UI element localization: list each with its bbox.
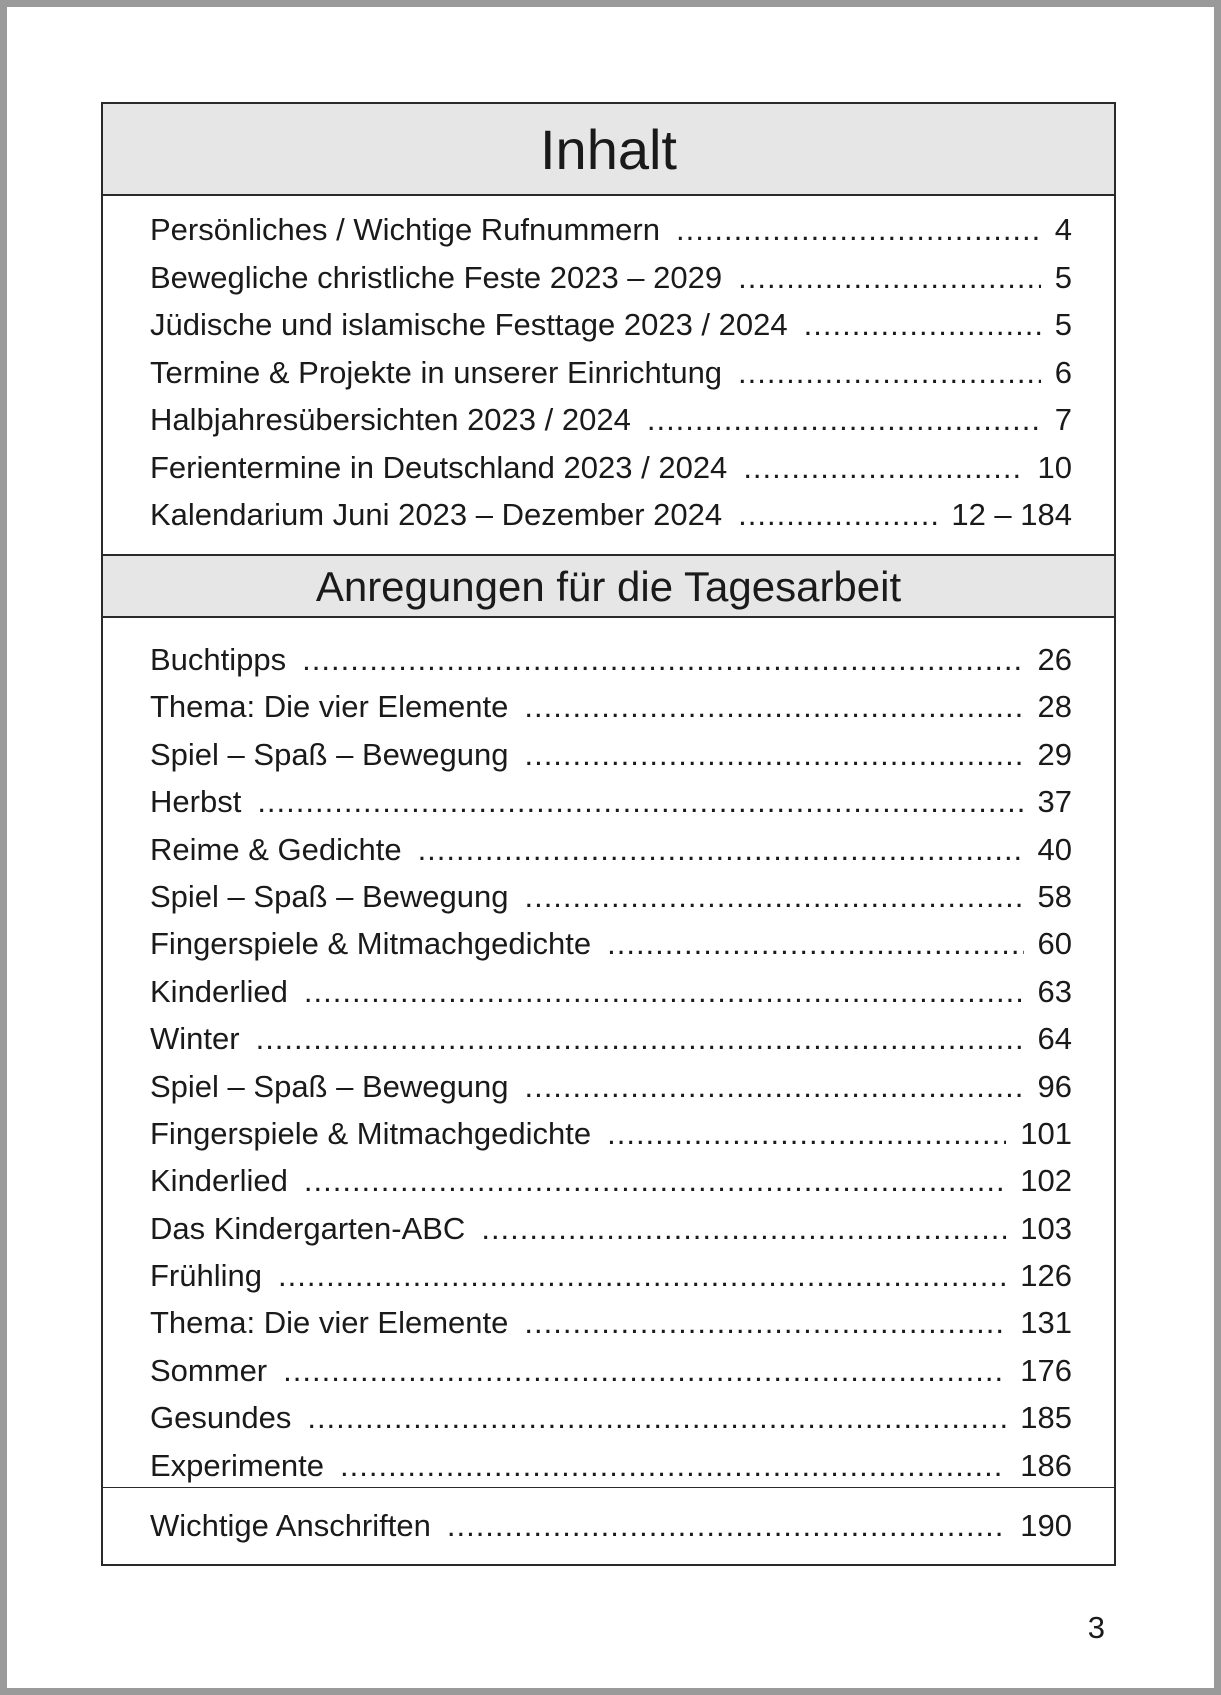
toc-entry-label: Wichtige Anschriften	[150, 1508, 431, 1543]
toc-entry	[150, 1015, 1072, 1062]
toc-entry-label: Gesundes	[150, 1400, 292, 1436]
toc-entry-page: 103	[1020, 1210, 1072, 1246]
toc-entry-page: 26	[1037, 642, 1072, 677]
toc-entry-label: Experimente	[150, 1447, 325, 1483]
toc-entry	[150, 778, 1072, 825]
toc-entry	[150, 1110, 1072, 1157]
toc-entry-page: 4	[1054, 212, 1072, 247]
dot-leader	[524, 1299, 1006, 1346]
toc-entry-label: Thema: Die vier Elemente	[150, 1305, 509, 1341]
toc-entry-page: 40	[1037, 831, 1072, 867]
toc-entry	[150, 254, 1072, 302]
dot-leader	[738, 254, 1041, 302]
toc-entry-label: Herbst	[150, 784, 242, 820]
toc-entry-label: Spiel – Spaß – Bewegung	[150, 1068, 509, 1104]
toc-entry-label: Fingerspiele & Mitmachgedichte	[150, 1115, 592, 1151]
toc-entry	[150, 873, 1072, 920]
dot-leader	[676, 206, 1041, 254]
toc-entry	[150, 1394, 1072, 1441]
toc-entry-label: Kinderlied	[150, 1163, 288, 1199]
toc-entry-label: Spiel – Spaß – Bewegung	[150, 878, 509, 914]
toc-entry-page: 63	[1037, 973, 1072, 1009]
toc-entry-page: 126	[1020, 1258, 1072, 1294]
dot-leader	[340, 1442, 1006, 1489]
dot-leader	[418, 826, 1024, 873]
toc-entry-label: Das Kindergarten-ABC	[150, 1210, 466, 1246]
toc-entry-label: Winter	[150, 1021, 240, 1057]
toc-entry-page: 6	[1054, 354, 1072, 390]
toc-entry	[150, 1063, 1072, 1110]
toc-entry	[150, 349, 1072, 397]
toc-entry	[150, 1205, 1072, 1252]
toc-entry	[150, 1299, 1072, 1346]
toc-section-addresses	[103, 1487, 1114, 1550]
toc-entry-page: 186	[1020, 1447, 1072, 1483]
toc-entry-label: Jüdische und islamische Festtage 2023 / 2024	[150, 307, 788, 342]
toc-title: Inhalt	[103, 104, 1114, 196]
toc-entry	[150, 920, 1072, 967]
toc-entry-label: Thema: Die vier Elemente	[150, 689, 509, 725]
toc-section-general	[103, 196, 1114, 554]
dot-leader	[307, 1394, 1006, 1441]
toc-entry-page: 29	[1037, 736, 1072, 772]
toc-entry-page: 28	[1037, 689, 1072, 725]
dot-leader	[524, 1063, 1023, 1110]
page-number: 3	[1087, 1610, 1105, 1645]
toc-entry-page: 101	[1020, 1115, 1072, 1151]
toc-entry	[150, 1347, 1072, 1394]
dot-leader	[447, 1502, 1006, 1550]
dot-leader	[256, 1015, 1024, 1062]
dot-leader	[302, 636, 1023, 683]
toc-entry-label: Kalendarium Juni 2023 – Dezember 2024	[150, 497, 723, 532]
toc-entry-label: Termine & Projekte in unserer Einrichtung	[150, 354, 723, 390]
dot-leader	[283, 1347, 1006, 1394]
toc-entry	[150, 206, 1072, 254]
dot-leader	[804, 301, 1041, 349]
toc-entry	[150, 396, 1072, 444]
toc-entry-label: Reime & Gedichte	[150, 831, 402, 867]
toc-entry-page: 58	[1037, 878, 1072, 914]
toc-entry-page: 190	[1020, 1508, 1072, 1543]
table-of-contents	[101, 102, 1116, 1566]
toc-entry	[150, 301, 1072, 349]
dot-leader	[304, 968, 1024, 1015]
toc-entry-page: 5	[1054, 259, 1072, 295]
dot-leader	[278, 1252, 1006, 1299]
toc-entry-label: Halbjahresübersichten 2023 / 2024	[150, 402, 631, 437]
dot-leader	[257, 778, 1023, 825]
dot-leader	[524, 731, 1023, 778]
dot-leader	[524, 873, 1023, 920]
toc-entry-label: Ferientermine in Deutschland 2023 / 2024	[150, 449, 728, 485]
toc-entry-page: 10	[1037, 449, 1072, 485]
dot-leader	[647, 396, 1041, 444]
toc-section-activities	[103, 618, 1114, 1487]
toc-entry-label: Frühling	[150, 1258, 262, 1294]
dot-leader	[743, 444, 1023, 492]
toc-entry-page: 5	[1054, 307, 1072, 342]
dot-leader	[304, 1157, 1006, 1204]
toc-entry	[150, 1502, 1072, 1550]
toc-entry-label: Sommer	[150, 1352, 268, 1388]
dot-leader	[524, 683, 1023, 730]
toc-entry-page: 176	[1020, 1352, 1072, 1388]
toc-entry-page: 7	[1054, 402, 1072, 437]
toc-entry	[150, 968, 1072, 1015]
toc-entry	[150, 1252, 1072, 1299]
toc-subtitle: Anregungen für die Tagesarbeit	[103, 554, 1114, 618]
toc-entry-label: Kinderlied	[150, 973, 288, 1009]
dot-leader	[481, 1205, 1006, 1252]
toc-entry-page: 185	[1020, 1400, 1072, 1436]
toc-entry-label: Bewegliche christliche Feste 2023 – 2029	[150, 259, 723, 295]
toc-entry-page: 37	[1037, 784, 1072, 820]
toc-entry-page: 60	[1037, 926, 1072, 962]
toc-entry	[150, 444, 1072, 492]
dot-leader	[738, 349, 1041, 397]
dot-leader	[738, 491, 937, 539]
toc-entry	[150, 826, 1072, 873]
toc-entry-page: 64	[1037, 1021, 1072, 1057]
dot-leader	[607, 920, 1023, 967]
toc-entry-page: 131	[1020, 1305, 1072, 1341]
toc-entry	[150, 636, 1072, 683]
toc-entry-page: 96	[1037, 1068, 1072, 1104]
toc-entry-label: Spiel – Spaß – Bewegung	[150, 736, 509, 772]
toc-entry	[150, 491, 1072, 539]
dot-leader	[607, 1110, 1006, 1157]
toc-entry-page: 12 – 184	[951, 497, 1072, 532]
toc-entry	[150, 1157, 1072, 1204]
toc-entry	[150, 1442, 1072, 1489]
toc-entry-label: Fingerspiele & Mitmachgedichte	[150, 926, 592, 962]
toc-entry	[150, 683, 1072, 730]
toc-entry-label: Buchtipps	[150, 642, 287, 677]
toc-entry-page: 102	[1020, 1163, 1072, 1199]
toc-entry-label: Persönliches / Wichtige Rufnummern	[150, 212, 660, 247]
toc-entry	[150, 731, 1072, 778]
